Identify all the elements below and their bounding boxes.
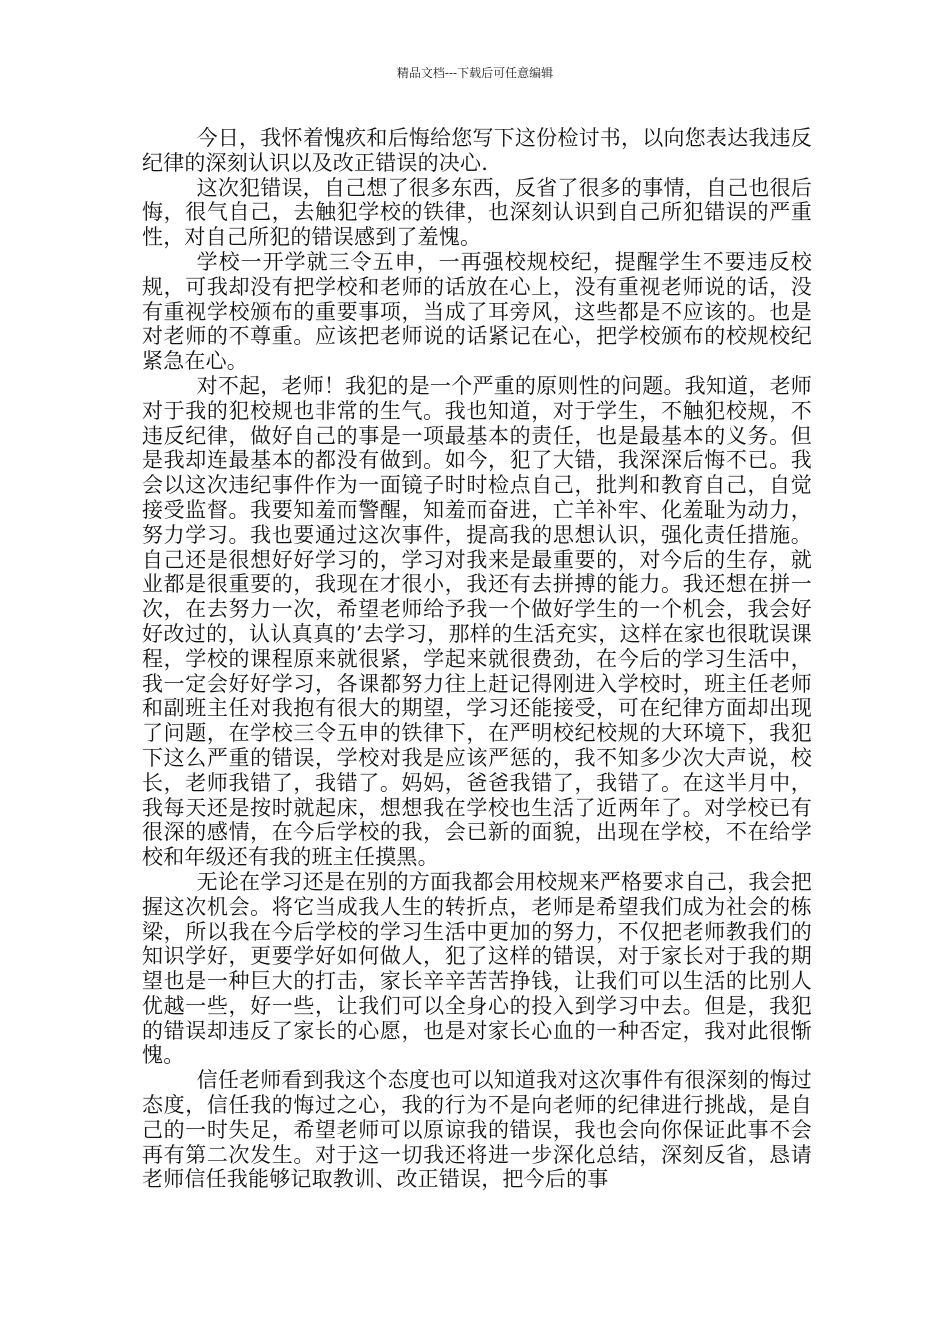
paragraph-1: 今日，我怀着愧疚和后悔给您写下这份检讨书，以向您表达我违反纪律的深刻认识以及改正错误的决心. bbox=[142, 126, 812, 175]
paragraph-6: 信任老师看到我这个态度也可以知道我对这次事件有很深刻的悔过态度，信任我的悔过之心，我的行为不是向老师的纪律进行挑战，是自己的一时失足，希望老师可以原谅我的错误，我也会向你保证此事不会再有第二次发生。对于这一切我还将进一步深化总结，深刻反省，恳请老师信任我能够记取教训、改正错误，把今后的事 bbox=[142, 1068, 812, 1192]
page-header: 精品文档---下载后可任意编辑 bbox=[396, 66, 554, 80]
paragraph-5: 无论在学习还是在别的方面我都会用校规来严格要求自己，我会把握这次机会。将它当成我人生的转折点，老师是希望我们成为社会的栋梁，所以我在今后学校的学习生活中更加的努力，不仅把老师教我们的知识学好，更要学好如何做人，犯了这样的错误，对于家长对于我的期望也是一种巨大的打击，家长辛辛苦苦挣钱，让我们可以生活的比别人优越一些，好一些，让我们可以全身心的投入到学习中去。但是，我犯的错误却违反了家长的心愿，也是对家长心血的一种否定，我对此很惭愧。 bbox=[142, 869, 812, 1068]
paragraph-4: 对不起，老师！我犯的是一个严重的原则性的问题。我知道，老师对于我的犯校规也非常的生气。我也知道，对于学生，不触犯校规，不违反纪律，做好自己的事是一项最基本的责任，也是最基本的义务。但是我却连最基本的都没有做到。如今，犯了大错，我深深后悔不已。我会以这次违纪事件作为一面镜子时时检点自己，批判和教育自己，自觉接受监督。我要知羞而警醒，知羞而奋进，亡羊补牢、化羞耻为动力，努力学习。我也要通过这次事件，提高我的思想认识，强化责任措施。自己还是很想好好学习的，学习对我来是最重要的，对今后的生存，就业都是很重要的，我现在才很小，我还有去拼搏的能力。我还想在拼一次，在去努力一次，希望老师给予我一个做好学生的一个机会，我会好好改过的，认认真真的’去学习，那样的生活充实，这样在家也很耽误课程，学校的课程原来就很紧，学起来就很费劲，在今后的学习生活中，我一定会好好学习，各课都努力往上赶记得刚进入学校时，班主任老师和副班主任对我抱有很大的期望，学习还能接受，可在纪律方面却出现了问题，在学校三令五申的铁律下，在严明校纪校规的大环境下，我犯下这么严重的错误，学校对我是应该严惩的，我不知多少次大声说，校长，老师我错了，我错了。妈妈，爸爸我错了，我错了。在这半月中，我每天还是按时就起床，想想我在学校也生活了近两年了。对学校已有很深的感情，在今后学校的我，会已新的面貌，出现在学校，不在给学校和年级还有我的班主任摸黑。 bbox=[142, 373, 812, 870]
document-body bbox=[142, 126, 812, 1192]
paragraph-3: 学校一开学就三令五申，一再强校规校纪，提醒学生不要违反校规，可我却没有把学校和老师的话放在心上，没有重视老师说的话，没有重视学校颁布的重要事项，当成了耳旁风，这些都是不应该的。也是对老师的不尊重。应该把老师说的话紧记在心，把学校颁布的校规校纪紧急在心。 bbox=[142, 249, 812, 374]
paragraph-2: 这次犯错误，自己想了很多东西，反省了很多的事情，自己也很后悔，很气自己，去触犯学校的铁律，也深刻认识到自己所犯错误的严重性，对自己所犯的错误感到了羞愧。 bbox=[142, 175, 812, 250]
